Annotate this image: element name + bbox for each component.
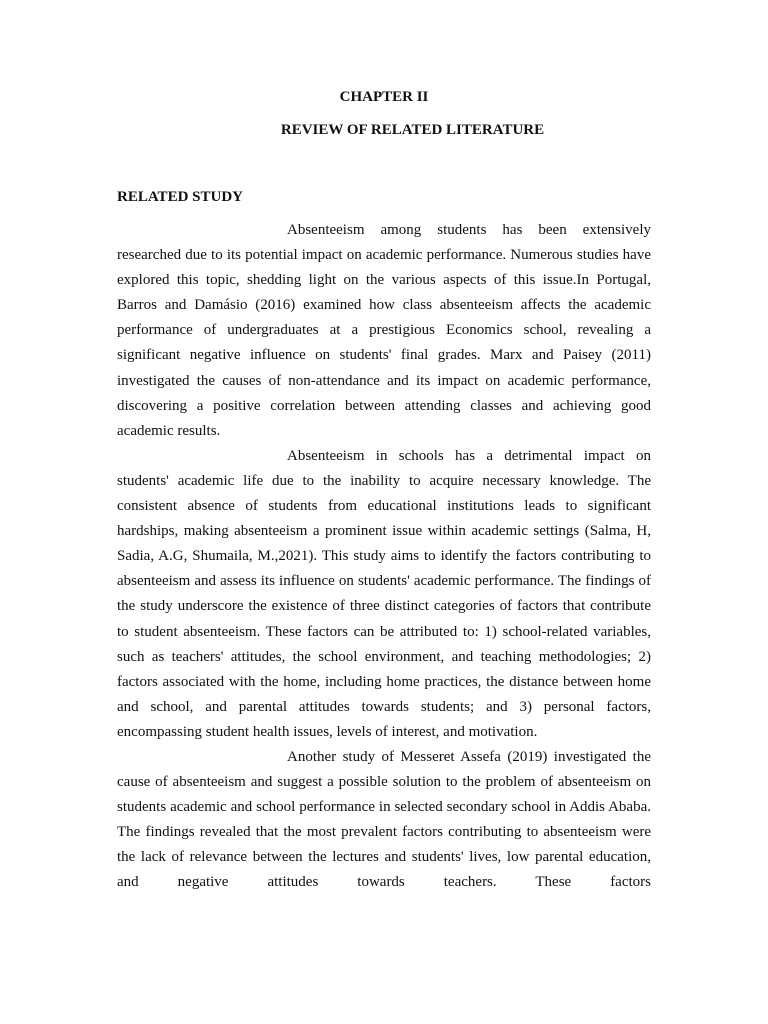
chapter-title: REVIEW OF RELATED LITERATURE bbox=[280, 122, 545, 138]
chapter-heading: CHAPTER II bbox=[339, 89, 429, 105]
paragraph: Absenteeism in schools has a detrimental impact on students' academic life due to the inability to acquire necessary knowledge. The consistent absence of students from educational institutions leads to significant hardships, making absenteeism a prominent issue within academic settings (Salma, H, Sadia, A.G, Shumaila, M.,2021). This study aims to identify the factors contributing to absenteeism and assess its influence on students' academic performance. The findings of the study underscore the existence of three distinct categories of factors that contribute to student absenteeism. These factors can be attributed to: 1) school-related variables, such as teachers' attitudes, the school environment, and teaching methodologies; 2) factors associated with the home, including home practices, the distance between home and school, and parental attitudes towards students; and 3) personal factors, encompassing student health issues, levels of interest, and motivation. bbox=[117, 447, 651, 740]
body-text bbox=[117, 218, 651, 896]
section-heading: RELATED STUDY bbox=[117, 189, 243, 205]
paragraph: Another study of Messeret Assefa (2019) investigated the cause of absenteeism and suggest a possible solution to the problem of absenteeism on students academic and school performance in selected secondary school in Addis Ababa. The findings revealed that the most prevalent factors contributing to absenteeism were the lack of relevance between the lectures and students' lives, low parental education, and negative attitudes towards teachers. These factors bbox=[117, 748, 651, 891]
paragraph: Absenteeism among students has been extensively researched due to its potential impact on academic performance. Numerous studies have explored this topic, shedding light on the various aspects of this issue.In Portugal, Barros and Damásio (2016) examined how class absenteeism affects the academic performance of undergraduates at a prestigious Economics school, revealing a significant negative influence on students' final grades. Marx and Paisey (2011) investigated the causes of non-attendance and its impact on academic performance, discovering a positive correlation between attending classes and achieving good academic results. bbox=[117, 222, 651, 439]
